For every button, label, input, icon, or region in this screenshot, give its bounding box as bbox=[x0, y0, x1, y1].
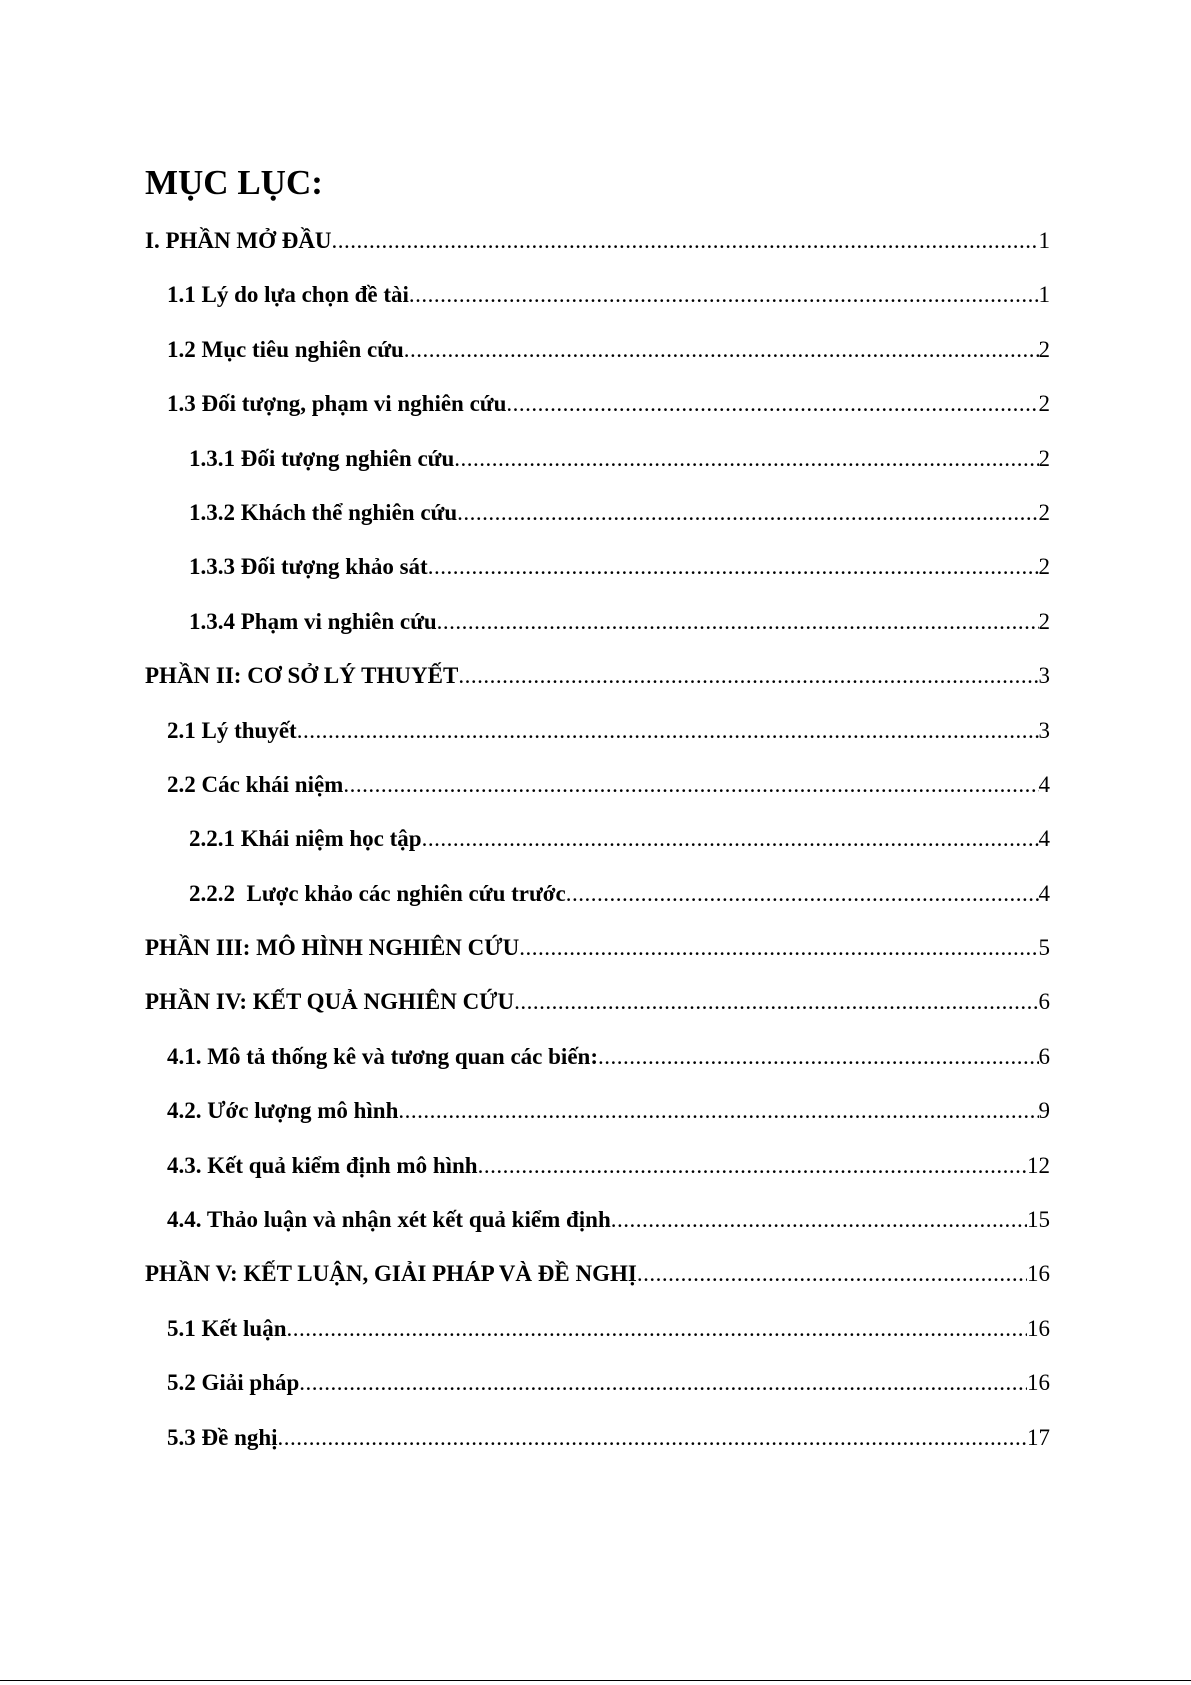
toc-entry-part-1[interactable] bbox=[0, 228, 1191, 282]
toc-entry-page: 3 bbox=[1038, 663, 1050, 689]
toc-entry-page: 16 bbox=[1027, 1261, 1050, 1287]
dot-leader bbox=[566, 881, 1039, 907]
toc-entry-label: I. PHẦN MỞ ĐẦU bbox=[145, 228, 332, 253]
toc-entry-page: 17 bbox=[1027, 1424, 1050, 1450]
toc-entry-1-3[interactable] bbox=[0, 391, 1191, 445]
dot-leader bbox=[278, 1425, 1027, 1451]
toc-entry-label: 2.2.2 Lược khảo các nghiên cứu trước bbox=[189, 880, 566, 906]
toc-entry-page: 4 bbox=[1038, 826, 1050, 852]
dot-leader bbox=[297, 718, 1039, 744]
toc-entry-page: 3 bbox=[1038, 717, 1050, 743]
toc-entry-4-1[interactable] bbox=[0, 1044, 1191, 1098]
dot-leader bbox=[637, 1261, 1027, 1287]
toc-entry-label: PHẦN V: KẾT LUẬN, GIẢI PHÁP VÀ ĐỀ NGHỊ bbox=[145, 1261, 637, 1287]
toc-entry-page: 12 bbox=[1027, 1152, 1050, 1178]
dot-leader bbox=[422, 826, 1039, 852]
toc-entry-5-2[interactable] bbox=[0, 1370, 1191, 1424]
dot-leader bbox=[506, 391, 1038, 417]
toc-entry-label: 4.2. Ước lượng mô hình bbox=[167, 1098, 399, 1124]
toc-entry-label: 2.1 Lý thuyết bbox=[167, 717, 297, 743]
toc-entry-page: 6 bbox=[1038, 1043, 1050, 1069]
dot-leader bbox=[598, 1044, 1039, 1070]
toc-entry-label: 4.1. Mô tả thống kê và tương quan các biến: bbox=[167, 1043, 598, 1069]
dot-leader bbox=[398, 1098, 1038, 1124]
toc-entry-page: 2 bbox=[1038, 391, 1050, 417]
dot-leader bbox=[437, 609, 1039, 635]
dot-leader bbox=[409, 282, 1039, 308]
toc-entry-label: 5.2 Giải pháp bbox=[167, 1370, 300, 1396]
page-bottom-rule bbox=[0, 1680, 1191, 1681]
toc-entry-page: 4 bbox=[1038, 771, 1050, 797]
toc-entry-page: 6 bbox=[1038, 989, 1050, 1015]
dot-leader bbox=[457, 500, 1038, 526]
toc-entry-label: 2.2.1 Khái niệm học tập bbox=[189, 826, 422, 852]
toc-entry-2-1[interactable] bbox=[0, 718, 1191, 772]
toc-entry-part-4[interactable] bbox=[0, 989, 1191, 1043]
toc-entry-4-2[interactable] bbox=[0, 1098, 1191, 1152]
toc-entry-label: PHẦN III: MÔ HÌNH NGHIÊN CỨU bbox=[145, 935, 520, 961]
toc-entry-label: 4.3. Kết quả kiểm định mô hình bbox=[167, 1152, 478, 1178]
toc-entry-page: 2 bbox=[1038, 499, 1050, 525]
dot-leader bbox=[404, 337, 1039, 363]
toc-entry-5-3[interactable] bbox=[0, 1425, 1191, 1479]
toc-title: MỤC LỤC: bbox=[145, 163, 323, 202]
toc-entry-part-2[interactable] bbox=[0, 663, 1191, 717]
dot-leader bbox=[519, 935, 1038, 961]
toc-entry-page: 1 bbox=[1038, 228, 1050, 253]
toc-list bbox=[0, 228, 1191, 1479]
toc-entry-page: 1 bbox=[1038, 282, 1050, 308]
toc-entry-page: 16 bbox=[1027, 1315, 1050, 1341]
toc-entry-4-4[interactable] bbox=[0, 1207, 1191, 1261]
toc-entry-2-2-2[interactable] bbox=[0, 881, 1191, 935]
toc-entry-page: 2 bbox=[1038, 445, 1050, 471]
toc-entry-4-3[interactable] bbox=[0, 1153, 1191, 1207]
dot-leader bbox=[478, 1153, 1027, 1179]
toc-entry-label: 5.1 Kết luận bbox=[167, 1315, 287, 1341]
dot-leader bbox=[458, 663, 1038, 689]
dot-leader bbox=[428, 554, 1039, 580]
toc-entry-label: 1.3.1 Đối tượng nghiên cứu bbox=[189, 445, 455, 471]
toc-entry-5-1[interactable] bbox=[0, 1316, 1191, 1370]
toc-entry-page: 2 bbox=[1038, 554, 1050, 580]
toc-entry-2-2-1[interactable] bbox=[0, 826, 1191, 880]
toc-entry-1-2[interactable] bbox=[0, 337, 1191, 391]
toc-entry-label: PHẦN II: CƠ SỞ LÝ THUYẾT bbox=[145, 663, 459, 689]
dot-leader bbox=[286, 1316, 1027, 1342]
dot-leader bbox=[611, 1207, 1027, 1233]
dot-leader bbox=[514, 989, 1038, 1015]
toc-entry-label: 4.4. Thảo luận và nhận xét kết quả kiểm định bbox=[167, 1207, 611, 1233]
dot-leader bbox=[332, 228, 1039, 254]
toc-entry-label: 2.2 Các khái niệm bbox=[167, 771, 344, 797]
toc-entry-label: 1.3.4 Phạm vi nghiên cứu bbox=[189, 608, 437, 634]
toc-entry-label: 5.3 Đề nghị bbox=[167, 1424, 278, 1450]
toc-entry-page: 4 bbox=[1038, 880, 1050, 906]
dot-leader bbox=[343, 772, 1038, 798]
toc-entry-1-3-4[interactable] bbox=[0, 609, 1191, 663]
toc-entry-label: 1.1 Lý do lựa chọn đề tài bbox=[167, 282, 409, 308]
toc-entry-part-5[interactable] bbox=[0, 1261, 1191, 1315]
dot-leader bbox=[454, 446, 1038, 472]
toc-entry-page: 5 bbox=[1038, 935, 1050, 961]
toc-entry-page: 2 bbox=[1038, 336, 1050, 362]
toc-entry-label: 1.3.2 Khách thể nghiên cứu bbox=[189, 499, 458, 525]
toc-entry-page: 16 bbox=[1027, 1370, 1050, 1396]
toc-entry-page: 2 bbox=[1038, 608, 1050, 634]
toc-entry-page: 15 bbox=[1027, 1207, 1050, 1233]
toc-entry-label: 1.3 Đối tượng, phạm vi nghiên cứu bbox=[167, 391, 507, 417]
toc-entry-label: 1.2 Mục tiêu nghiên cứu bbox=[167, 336, 404, 362]
toc-entry-label: 1.3.3 Đối tượng khảo sát bbox=[189, 554, 428, 580]
toc-entry-1-3-1[interactable] bbox=[0, 446, 1191, 500]
toc-entry-1-3-2[interactable] bbox=[0, 500, 1191, 554]
toc-entry-2-2[interactable] bbox=[0, 772, 1191, 826]
toc-entry-1-3-3[interactable] bbox=[0, 554, 1191, 608]
toc-entry-label: PHẦN IV: KẾT QUẢ NGHIÊN CỨU bbox=[145, 989, 515, 1015]
toc-entry-part-3[interactable] bbox=[0, 935, 1191, 989]
dot-leader bbox=[299, 1370, 1027, 1396]
toc-entry-page: 9 bbox=[1038, 1098, 1050, 1124]
toc-entry-1-1[interactable] bbox=[0, 282, 1191, 336]
